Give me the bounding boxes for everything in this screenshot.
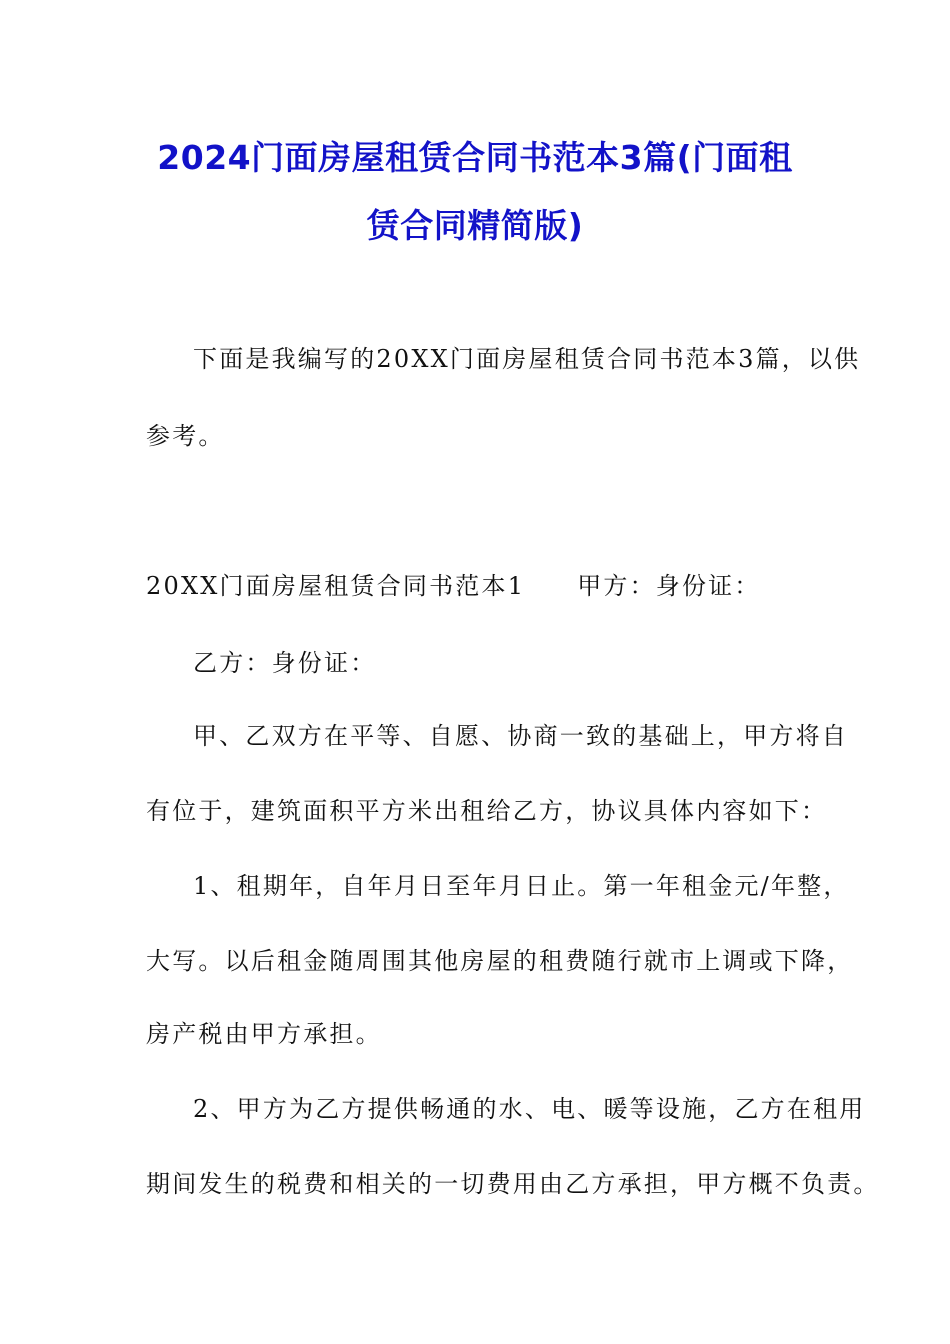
- agreement-paragraph-line-1: 甲、乙双方在平等、自愿、协商一致的基础上，甲方将自: [193, 722, 848, 750]
- clause-1-line-2: 大写。以后租金随周围其他房屋的租费随行就市上调或下降，: [146, 947, 854, 975]
- document-title-line-2: 赁合同精简版): [366, 206, 584, 245]
- clause-2-line-1: 2、甲方为乙方提供畅通的水、电、暖等设施，乙方在租用: [193, 1095, 866, 1123]
- intro-paragraph-line-1: 下面是我编写的20XX门面房屋租赁合同书范本3篇，以供: [193, 345, 861, 373]
- section-heading: 20XX门面房屋租赁合同书范本1: [146, 572, 526, 600]
- clause-1-line-1: 1、租期年，自年月日至年月日止。第一年租金元/年整，: [193, 872, 850, 900]
- section-heading-line: [146, 571, 761, 601]
- agreement-paragraph-line-2: 有位于，建筑面积平方米出租给乙方，协议具体内容如下：: [146, 797, 828, 825]
- intro-paragraph-line-2: 参考。: [146, 422, 225, 450]
- party-a-label: 甲方：身份证：: [577, 572, 761, 600]
- clause-2-line-2: 期间发生的税费和相关的一切费用由乙方承担，甲方概不负责。: [146, 1170, 880, 1198]
- party-b-label: 乙方：身份证：: [193, 649, 377, 677]
- clause-1-line-3: 房产税由甲方承担。: [146, 1020, 382, 1048]
- document-title-line-1: 2024门面房屋租赁合同书范本3篇(门面租: [157, 138, 793, 177]
